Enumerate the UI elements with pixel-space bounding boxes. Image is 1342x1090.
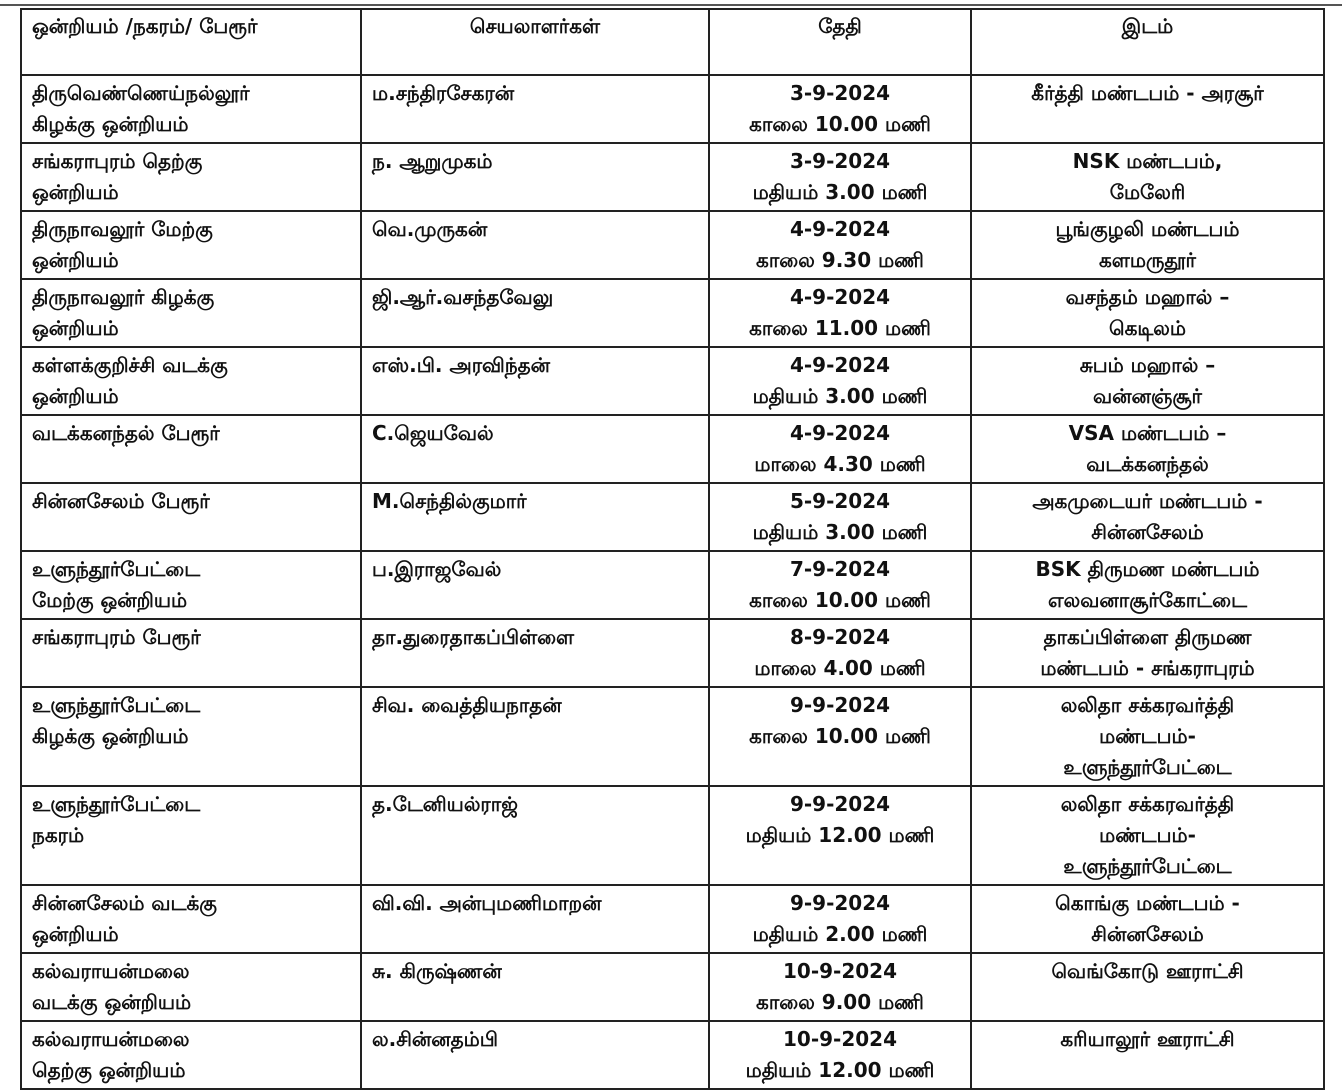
union-cell-text: உளுந்தூர்பேட்டை <box>32 792 201 816</box>
date-cell-text: மாலை 4.30 மணி <box>754 452 926 476</box>
secretary-cell <box>361 347 709 415</box>
table-row <box>21 279 1324 347</box>
place-cell-text: மண்டபம்- <box>1099 724 1196 748</box>
union-cell-text: சங்கராபுரம் பேரூர் <box>32 625 201 649</box>
place-cell <box>971 786 1324 885</box>
union-cell <box>21 483 361 551</box>
place-cell <box>971 687 1324 786</box>
date-cell <box>709 551 971 619</box>
secretary-cell-text: த.டேனியல்ராஜ் <box>372 792 518 816</box>
place-cell-text: களமருதூர் <box>1099 248 1196 272</box>
union-cell <box>21 143 361 211</box>
secretary-cell-text: M.செந்தில்குமார் <box>372 489 527 513</box>
secretary-cell-text: ப.இராஜவேல் <box>372 557 502 581</box>
place-cell-text: அகமுடையர் மண்டபம் - <box>1032 489 1263 513</box>
union-cell <box>21 885 361 953</box>
place-cell-text: பூங்குழலி மண்டபம் <box>1055 217 1240 241</box>
union-cell-text: உளுந்தூர்பேட்டை <box>32 557 201 581</box>
place-cell-text: உளுந்தூர்பேட்டை <box>1063 854 1232 878</box>
place-cell <box>971 143 1324 211</box>
place-cell-text: மண்டபம்- <box>1099 823 1196 847</box>
date-cell-text: 4-9-2024 <box>789 217 891 241</box>
table-row <box>21 211 1324 279</box>
secretary-cell <box>361 953 709 1021</box>
secretary-cell <box>361 1021 709 1089</box>
date-cell-text: 7-9-2024 <box>789 557 891 581</box>
date-cell <box>709 687 971 786</box>
header-row <box>21 9 1324 75</box>
place-cell-text: BSK திருமண மண்டபம் <box>1035 557 1260 581</box>
union-cell-text: வடக்கு ஒன்றியம் <box>32 990 192 1014</box>
secretary-cell-text: ஜி.ஆர்.வசந்தவேலு <box>372 285 554 309</box>
table-row <box>21 619 1324 687</box>
date-cell-text: 4-9-2024 <box>789 353 891 377</box>
place-cell-text: வன்னஞ்சூர் <box>1092 384 1202 408</box>
union-cell <box>21 279 361 347</box>
union-cell <box>21 1021 361 1089</box>
date-cell-text: மதியம் 3.00 மணி <box>752 384 928 408</box>
union-cell <box>21 687 361 786</box>
date-cell-text: காலை 9.30 மணி <box>756 248 924 272</box>
date-cell-text: 3-9-2024 <box>789 149 891 173</box>
secretary-cell-text: தா.துரைதாகப்பிள்ளை <box>372 625 575 649</box>
date-cell-text: மதியம் 2.00 மணி <box>752 922 928 946</box>
union-cell-text: தெற்கு ஒன்றியம் <box>32 1058 186 1082</box>
place-cell-text: சின்னசேலம் <box>1091 922 1204 946</box>
header-place: இடம் <box>971 9 1324 75</box>
secretary-cell <box>361 143 709 211</box>
secretary-cell <box>361 279 709 347</box>
table-row <box>21 786 1324 885</box>
date-cell-text: 9-9-2024 <box>789 693 891 717</box>
secretary-cell <box>361 786 709 885</box>
table-row <box>21 885 1324 953</box>
secretary-cell <box>361 885 709 953</box>
secretary-cell-text: வெ.முருகன் <box>372 217 488 241</box>
place-cell-text: உளுந்தூர்பேட்டை <box>1063 755 1232 779</box>
union-cell <box>21 786 361 885</box>
table-row <box>21 953 1324 1021</box>
union-cell <box>21 211 361 279</box>
place-cell-text: VSA மண்டபம் – <box>1068 421 1227 445</box>
date-cell <box>709 75 971 143</box>
date-cell-text: 3-9-2024 <box>789 81 891 105</box>
union-cell-text: வடக்கனந்தல் பேரூர் <box>32 421 220 445</box>
secretary-cell-text: வி.வி. அன்புமணிமாறன் <box>372 891 602 915</box>
secretary-cell-text: ம.சந்திரசேகரன் <box>372 81 515 105</box>
date-cell-text: 8-9-2024 <box>789 625 891 649</box>
secretary-cell <box>361 483 709 551</box>
header-date: தேதி <box>709 9 971 75</box>
union-cell <box>21 551 361 619</box>
place-cell-text: கீர்த்தி மண்டபம் - அரசூர் <box>1031 81 1264 105</box>
date-cell <box>709 619 971 687</box>
place-cell-text: எலவனாசூர்கோட்டை <box>1048 588 1247 612</box>
place-cell-text: லலிதா சக்கரவர்த்தி <box>1060 792 1235 816</box>
place-cell-text: மேலேரி <box>1109 180 1186 204</box>
place-cell <box>971 279 1324 347</box>
date-cell-text: மதியம் 12.00 மணி <box>745 823 935 847</box>
date-cell-text: காலை 10.00 மணி <box>749 112 931 136</box>
union-cell-text: திருநாவலூர் கிழக்கு <box>32 285 215 309</box>
date-cell <box>709 415 971 483</box>
place-cell-text: கொங்கு மண்டபம் - <box>1055 891 1240 915</box>
date-cell <box>709 347 971 415</box>
date-cell <box>709 1021 971 1089</box>
secretary-cell-text: சு. கிருஷ்ணன் <box>372 959 502 983</box>
secretary-cell <box>361 687 709 786</box>
date-cell-text: 9-9-2024 <box>789 792 891 816</box>
secretary-cell <box>361 75 709 143</box>
date-cell <box>709 786 971 885</box>
date-cell <box>709 885 971 953</box>
place-cell <box>971 619 1324 687</box>
union-cell <box>21 415 361 483</box>
secretary-cell-text: ந. ஆறுமுகம் <box>372 149 493 173</box>
date-cell-text: 10-9-2024 <box>782 959 897 983</box>
union-cell-text: கள்ளக்குறிச்சி வடக்கு <box>32 353 228 377</box>
place-cell <box>971 953 1324 1021</box>
union-cell-text: மேற்கு ஒன்றியம் <box>32 588 188 612</box>
union-cell-text: ஒன்றியம் <box>32 180 119 204</box>
place-cell-text: கரியாலூர் ஊராட்சி <box>1060 1027 1235 1051</box>
date-cell-text: காலை 9.00 மணி <box>756 990 924 1014</box>
place-cell <box>971 885 1324 953</box>
union-cell-text: நகரம் <box>32 823 85 847</box>
union-cell-text: கிழக்கு ஒன்றியம் <box>32 724 189 748</box>
table-row <box>21 347 1324 415</box>
secretary-cell-text: ல.சின்னதம்பி <box>372 1027 499 1051</box>
place-cell <box>971 211 1324 279</box>
date-cell-text: 10-9-2024 <box>782 1027 897 1051</box>
header-union: ஒன்றியம் /நகரம்/ பேரூர் <box>21 9 361 75</box>
union-cell-text: கல்வராயன்மலை <box>32 1027 190 1051</box>
date-cell-text: 9-9-2024 <box>789 891 891 915</box>
date-cell-text: மதியம் 12.00 மணி <box>745 1058 935 1082</box>
union-cell <box>21 347 361 415</box>
date-cell-text: காலை 10.00 மணி <box>749 724 931 748</box>
union-cell-text: ஒன்றியம் <box>32 316 119 340</box>
union-cell-text: கிழக்கு ஒன்றியம் <box>32 112 189 136</box>
date-cell <box>709 279 971 347</box>
place-cell-text: தாகப்பிள்ளை திருமண <box>1043 625 1252 649</box>
place-cell-text: கெடிலம் <box>1109 316 1186 340</box>
table-row <box>21 687 1324 786</box>
place-cell-text: வெங்கோடு ஊராட்சி <box>1051 959 1244 983</box>
table-row <box>21 483 1324 551</box>
union-cell-text: உளுந்தூர்பேட்டை <box>32 693 201 717</box>
union-cell-text: சங்கராபுரம் தெற்கு <box>32 149 203 173</box>
table-row <box>21 75 1324 143</box>
place-cell <box>971 551 1324 619</box>
place-cell-text: சுபம் மஹால் – <box>1079 353 1216 377</box>
union-cell-text: திருநாவலூர் மேற்கு <box>32 217 213 241</box>
header-secretary: செயலாளர்கள் <box>361 9 709 75</box>
date-cell-text: காலை 10.00 மணி <box>749 588 931 612</box>
place-cell-text: வடக்கனந்தல் <box>1086 452 1209 476</box>
union-cell <box>21 619 361 687</box>
table-row <box>21 1021 1324 1089</box>
table-row <box>21 415 1324 483</box>
date-cell-text: 5-9-2024 <box>789 489 891 513</box>
meeting-schedule-table <box>20 8 1325 1090</box>
union-cell-text: ஒன்றியம் <box>32 248 119 272</box>
date-cell-text: காலை 11.00 மணி <box>749 316 931 340</box>
union-cell-text: சின்னசேலம் பேரூர் <box>32 489 210 513</box>
union-cell-text: ஒன்றியம் <box>32 922 119 946</box>
top-rule <box>0 4 1342 6</box>
union-cell-text: சின்னசேலம் வடக்கு <box>32 891 217 915</box>
place-cell-text: சின்னசேலம் <box>1091 520 1204 544</box>
secretary-cell <box>361 415 709 483</box>
secretary-cell-text: C.ஜெயவேல் <box>372 421 494 445</box>
table-row <box>21 551 1324 619</box>
date-cell-text: மதியம் 3.00 மணி <box>752 180 928 204</box>
place-cell-text: NSK மண்டபம், <box>1072 149 1223 173</box>
place-cell <box>971 347 1324 415</box>
place-cell-text: லலிதா சக்கரவர்த்தி <box>1060 693 1235 717</box>
secretary-cell-text: சிவ. வைத்தியநாதன் <box>372 693 562 717</box>
date-cell-text: மதியம் 3.00 மணி <box>752 520 928 544</box>
date-cell <box>709 143 971 211</box>
place-cell-text: மண்டபம் - சங்கராபுரம் <box>1040 656 1255 680</box>
union-cell-text: ஒன்றியம் <box>32 384 119 408</box>
secretary-cell <box>361 619 709 687</box>
place-cell <box>971 75 1324 143</box>
date-cell <box>709 211 971 279</box>
date-cell-text: 4-9-2024 <box>789 421 891 445</box>
date-cell <box>709 483 971 551</box>
table-row <box>21 143 1324 211</box>
union-cell <box>21 953 361 1021</box>
date-cell-text: மாலை 4.00 மணி <box>754 656 926 680</box>
place-cell <box>971 483 1324 551</box>
secretary-cell-text: எஸ்.பி. அரவிந்தன் <box>372 353 551 377</box>
table-body <box>21 75 1324 1089</box>
secretary-cell <box>361 551 709 619</box>
place-cell <box>971 415 1324 483</box>
union-cell-text: திருவெண்ணெய்நல்லூர் <box>32 81 250 105</box>
place-cell-text: வசந்தம் மஹால் – <box>1065 285 1230 309</box>
union-cell <box>21 75 361 143</box>
date-cell-text: 4-9-2024 <box>789 285 891 309</box>
place-cell <box>971 1021 1324 1089</box>
secretary-cell <box>361 211 709 279</box>
union-cell-text: கல்வராயன்மலை <box>32 959 190 983</box>
date-cell <box>709 953 971 1021</box>
